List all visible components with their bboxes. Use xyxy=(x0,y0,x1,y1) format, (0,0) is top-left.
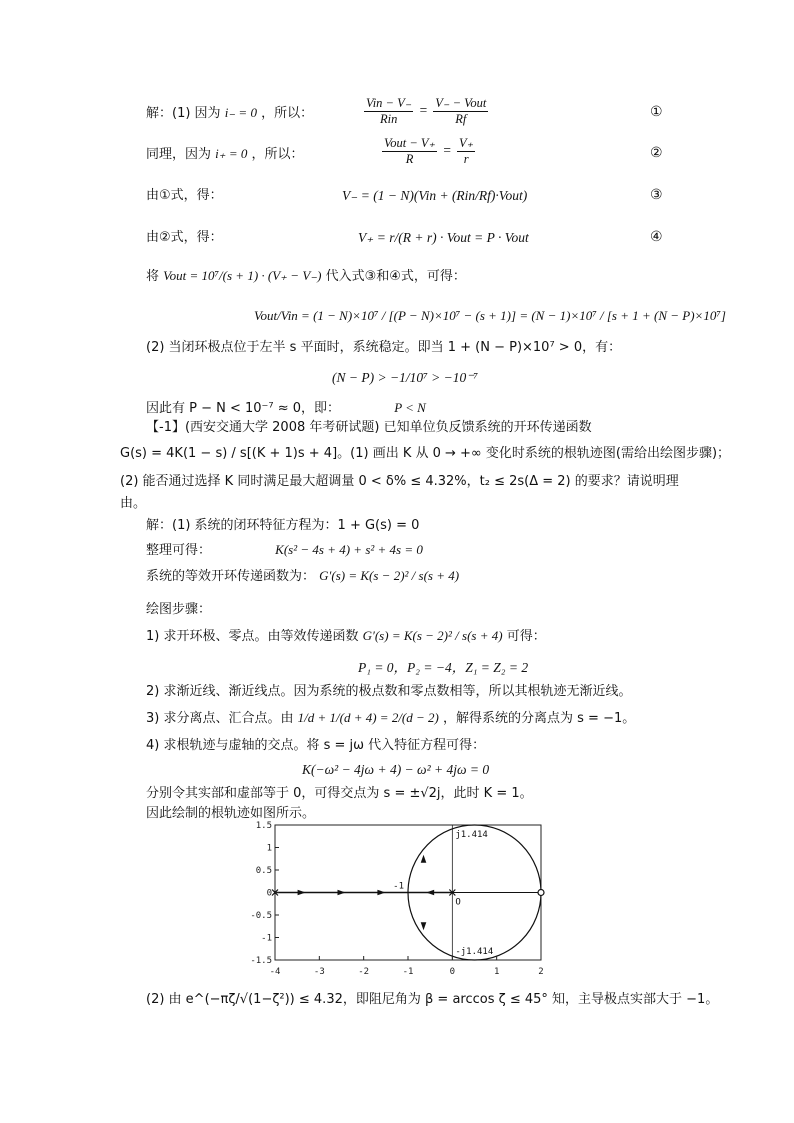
text: 将 xyxy=(146,269,160,284)
annotation-label: -j1.414 xyxy=(455,947,494,958)
text: 1) 求开环极、零点。由等效传递函数 xyxy=(146,629,359,644)
locus-arrow xyxy=(421,922,427,930)
eq2-numerator: Vout − V₊ xyxy=(384,136,436,150)
solution2-line-4: 绘图步骤： xyxy=(146,602,212,617)
equation-1: Vin − V₋ Rin = V₋ − Vout Rf xyxy=(366,96,487,126)
x-tick-label: 0 xyxy=(449,967,456,977)
solution-line-2 xyxy=(146,146,304,163)
math: i₋ = 0 xyxy=(224,105,257,120)
math: G′(s) = K(s − 2)² / s(s + 4) xyxy=(319,568,460,583)
y-tick-label: -0.5 xyxy=(250,911,272,921)
math: P < N xyxy=(394,400,426,415)
zero-marker xyxy=(538,890,544,896)
equation-3: V₋ = (1 − N)(Vin + (Rin/Rf)·Vout) xyxy=(342,188,528,203)
math: K(s² − 4s + 4) + s² + 4s = 0 xyxy=(275,542,423,557)
equation-6: (N − P) > −1/10⁷ > −10⁻⁷ xyxy=(332,370,479,385)
equation-4: V₊ = r/(R + r) · Vout = P · Vout xyxy=(358,230,529,245)
y-tick-label: -1.5 xyxy=(250,956,272,966)
locus-arrow xyxy=(421,855,427,863)
locus-arrow xyxy=(377,890,385,896)
x-tick-label: 2 xyxy=(538,967,544,977)
equation-tag-1: ① xyxy=(650,104,663,120)
equation-2: Vout − V₊ R = $\frac{V_+}{r}$ xyxy=(384,136,474,166)
math: G′(s) = K(s − 2)² / s(s + 4) xyxy=(362,628,503,643)
text: 代入式③和④式，可得： xyxy=(325,269,466,284)
eq1-denominator: Rin xyxy=(380,112,398,126)
solution2-line-11: 分别令其实部和虚部等于 0，可得交点为 s = ±√2j，此时 K = 1。 xyxy=(146,786,533,801)
text: ，所以： xyxy=(261,106,314,121)
x-tick-label: -2 xyxy=(358,967,370,977)
eq2-right-denominator: r xyxy=(463,152,469,166)
solution2-line-12: 因此绘制的根轨迹如图所示。 xyxy=(146,806,316,821)
eq1-right-numerator: V₋ − Vout xyxy=(435,96,487,110)
annotation-label: O xyxy=(455,897,461,908)
solution-line-4: 由②式，得： xyxy=(146,230,223,245)
y-tick-label: 0.5 xyxy=(255,866,272,876)
solution-line-7 xyxy=(146,400,426,417)
question-line-2: G(s) = 4K(1 − s) / s[(K + 1)s + 4]。(1) 画出 K 从 0 → +∞ 变化时系统的根轨迹图(需给出绘图步骤)； xyxy=(120,446,731,461)
locus-arrow xyxy=(298,890,306,896)
solution2-line-5 xyxy=(146,628,546,645)
text: 解：(1) 因为 xyxy=(146,106,221,121)
locus-arrow xyxy=(338,890,346,896)
text: ，解得系统的分离点为 s = −1。 xyxy=(443,711,636,726)
equation-tag-3: ③ xyxy=(650,187,663,203)
solution2-line-3 xyxy=(146,568,459,585)
equation-tag-4: ④ xyxy=(650,229,663,245)
x-tick-label: 1 xyxy=(493,967,500,977)
solution2-line-2 xyxy=(146,542,423,559)
text: 3) 求分离点、汇合点。由 xyxy=(146,711,294,726)
solution2-line-6: P₁ = 0，P₂ = −4，Z₁ = Z₂ = 2 xyxy=(358,660,529,675)
solution-line-6: (2) 当闭环极点位于左半 s 平面时，系统稳定。即当 1 + (N − P)×10⁷ > 0，有： xyxy=(146,340,622,355)
solution2-line-1: 解：(1) 系统的闭环特征方程为：1 + G(s) = 0 xyxy=(146,518,420,533)
x-tick-label: -4 xyxy=(269,967,281,977)
eq2-denominator: R xyxy=(405,152,414,166)
math: Vout = 10⁷/(s + 1) · (V₊ − V₋) xyxy=(163,268,322,283)
y-tick-label: 1 xyxy=(266,843,272,854)
text: 因此有 P − N < 10⁻⁷ ≈ 0，即： xyxy=(146,401,341,416)
solution2-line-13: (2) 由 e^(−πζ/√(1−ζ²)) ≤ 4.32，即阻尼角为 β = arccos ζ ≤ 45° 知，主导极点实部大于 −1。 xyxy=(146,992,719,1007)
solution2-line-10: K(−ω² − 4jω + 4) − ω² + 4jω = 0 xyxy=(302,762,490,777)
locus-arrow xyxy=(426,890,434,896)
solution-line-1 xyxy=(146,105,313,122)
solution-line-5 xyxy=(146,268,466,285)
x-tick-label: -3 xyxy=(313,967,325,977)
solution2-line-8 xyxy=(146,710,635,727)
math: i₊ = 0 xyxy=(215,146,248,161)
root-locus-chart xyxy=(250,820,555,982)
x-tick-label: -1 xyxy=(402,967,414,977)
solution2-line-7: 2) 求渐近线、渐近线点。因为系统的极点数和零点数相等，所以其根轨迹无渐近线。 xyxy=(146,684,632,699)
eq2-right-numerator: V₊ xyxy=(459,136,474,150)
y-tick-label: -1 xyxy=(261,933,272,944)
solution2-line-9: 4) 求根轨迹与虚轴的交点。将 s = jω 代入特征方程可得： xyxy=(146,738,486,753)
annotation-label: j1.414 xyxy=(455,829,488,840)
equation-5: Vout/Vin = (1 − N)×10⁷ / [(P − N)×10⁷ − (s + 1)] = (N − 1)×10⁷ / [s + 1 + (N − P)×10⁷] xyxy=(254,308,726,323)
solution-line-3: 由①式，得： xyxy=(146,188,223,203)
question-line-1: 【-1】(西安交通大学 2008 年考研试题) 已知单位负反馈系统的开环传递函数 xyxy=(146,420,592,435)
text: ，所以： xyxy=(251,147,304,162)
math: 1/d + 1/(d + 4) = 2/(d − 2) xyxy=(297,710,439,725)
eq1-right-denominator: Rf xyxy=(455,112,467,126)
annotation-label: -1 xyxy=(393,881,404,892)
eq1-numerator: Vin − V₋ xyxy=(366,96,412,110)
equation-tag-2: ② xyxy=(650,145,663,161)
text: 系统的等效开环传递函数为： xyxy=(146,569,316,584)
text: 同理，因为 xyxy=(146,147,212,162)
question-line-4: 由。 xyxy=(120,496,147,511)
y-tick-label: 0 xyxy=(266,888,272,899)
question-line-3: (2) 能否通过选择 K 同时满足最大超调量 0 < δ% ≤ 4.32%，t₂ ≤ 2s(Δ = 2) 的要求？请说明理 xyxy=(120,474,679,489)
text: 可得： xyxy=(506,629,546,644)
text: 整理可得： xyxy=(146,543,212,558)
y-tick-label: 1.5 xyxy=(255,821,272,831)
